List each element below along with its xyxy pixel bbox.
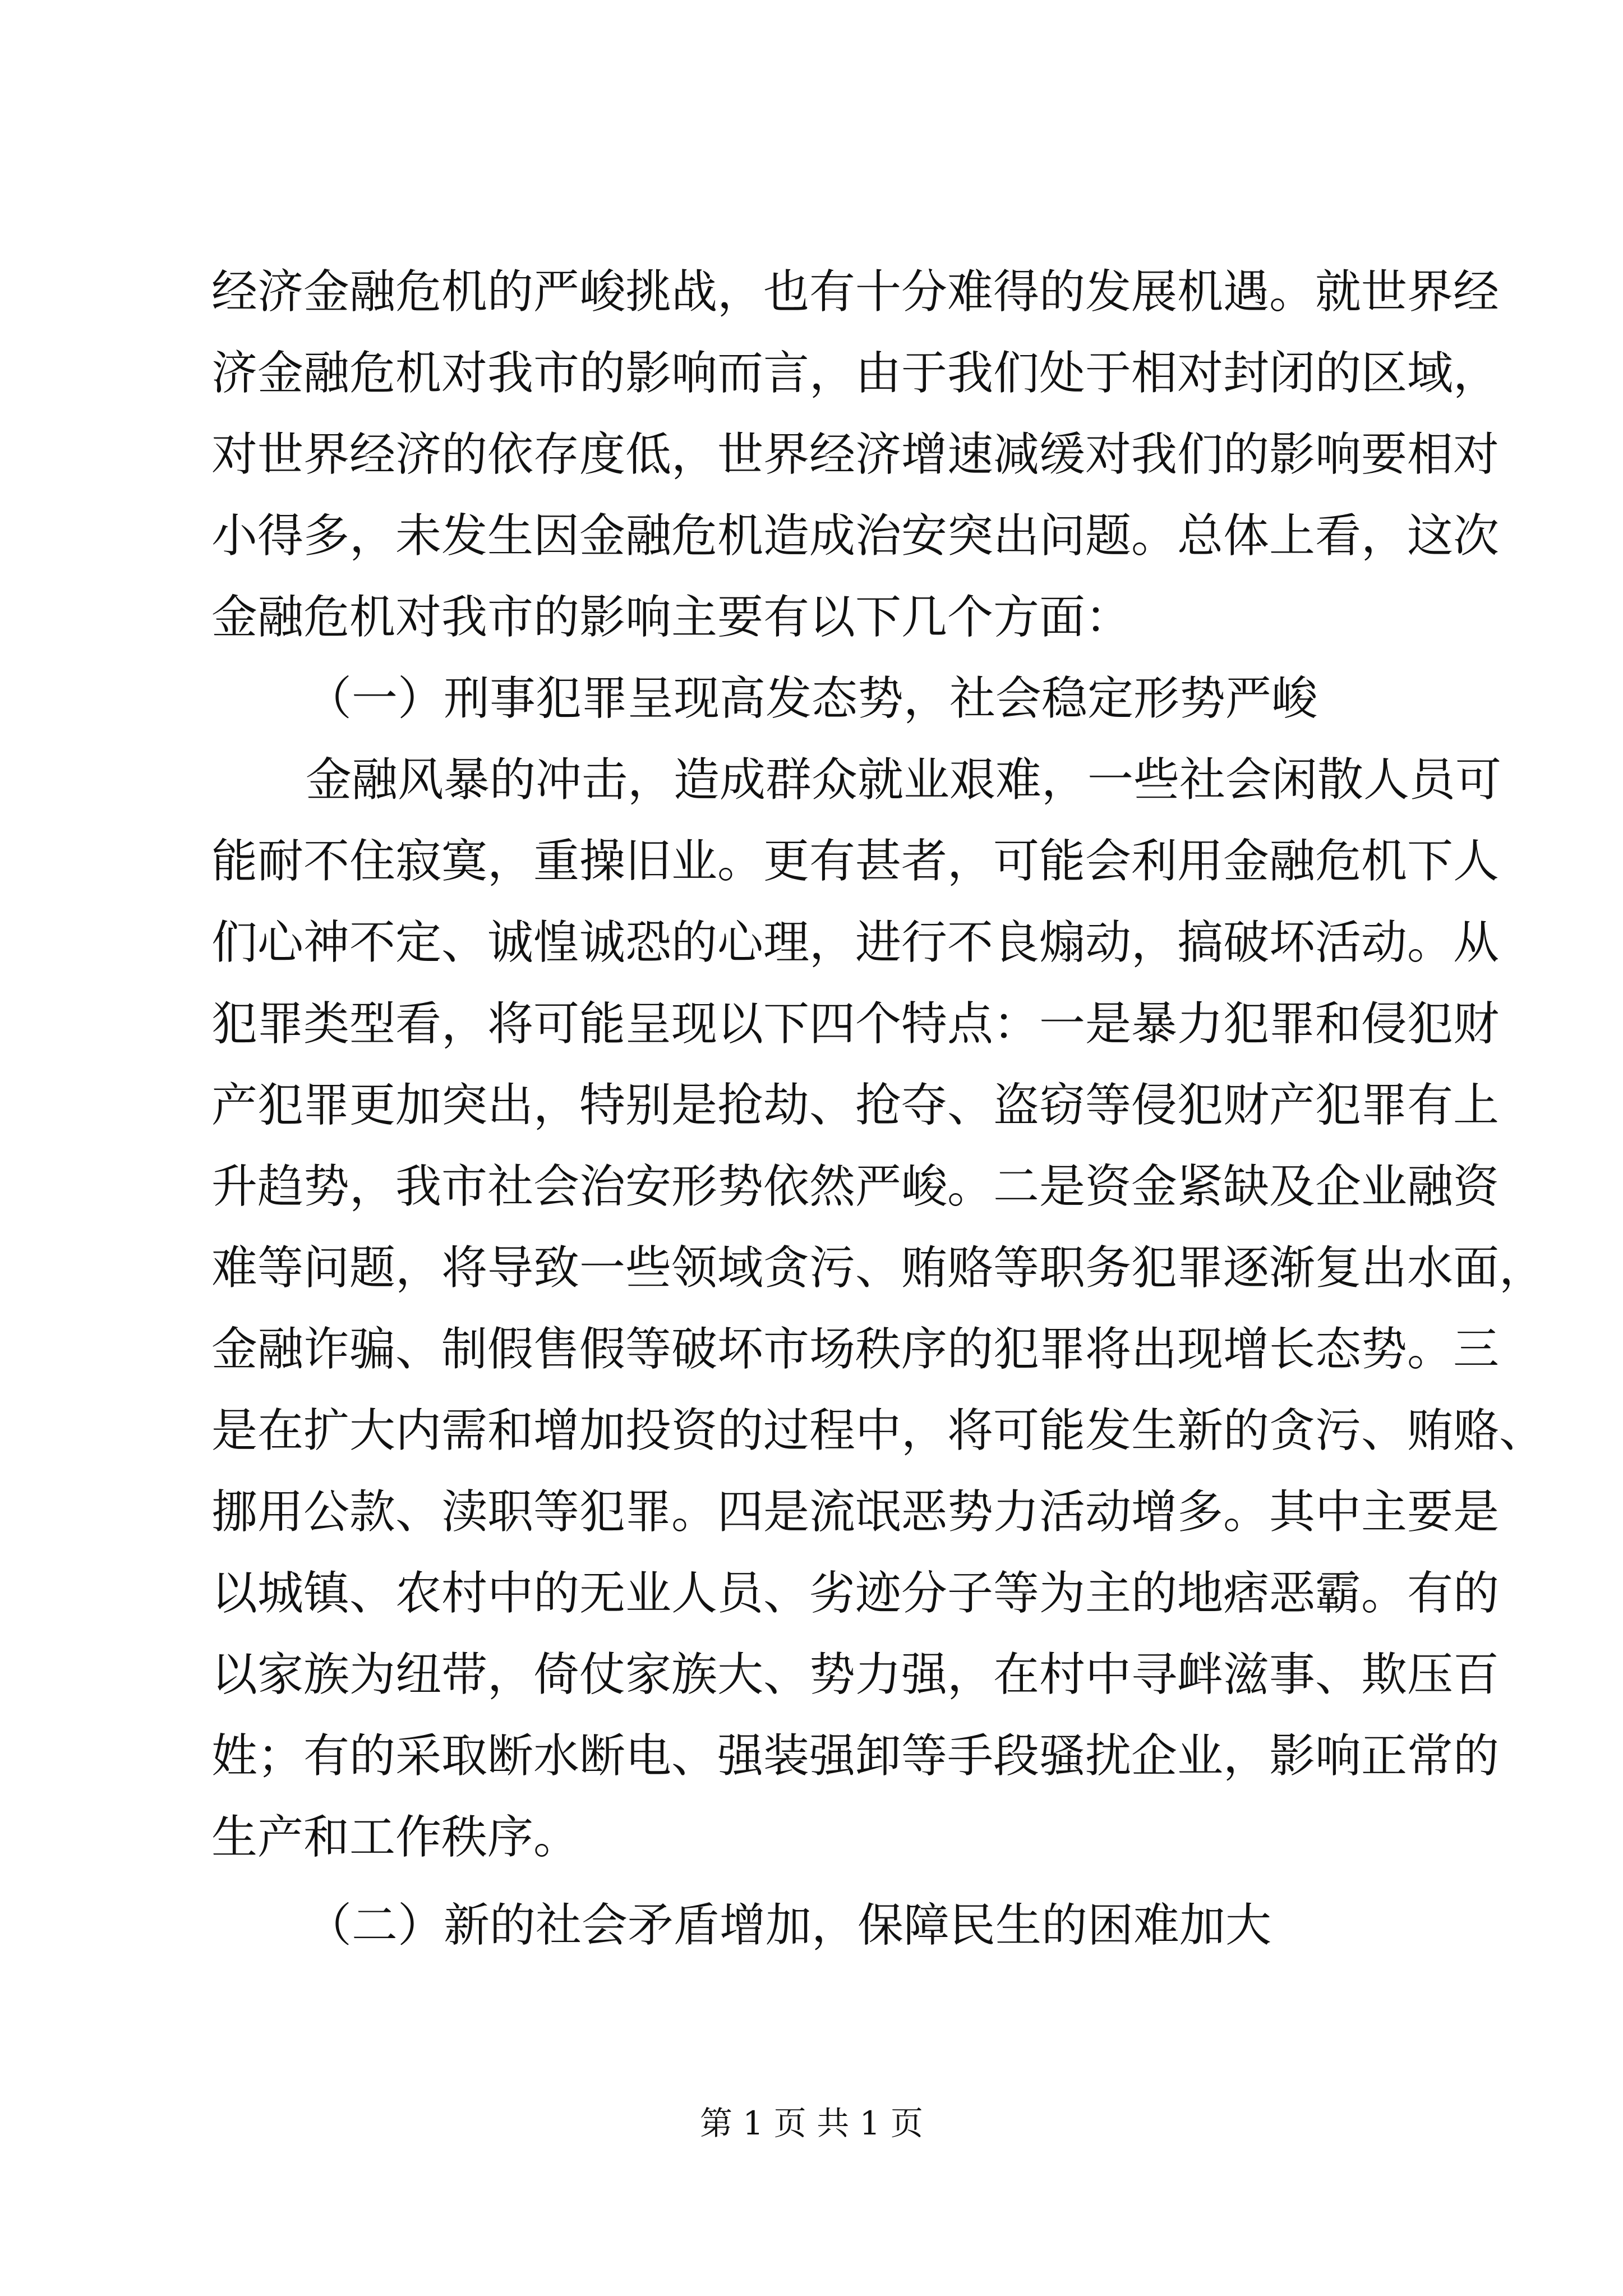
- paragraph-line: 金融风暴的冲击，造成群众就业艰难，一些社会闲散人员可: [306, 753, 1502, 807]
- paragraph-line: 挪用公款、渎职等犯罪。四是流氓恶势力活动增多。其中主要是: [211, 1485, 1500, 1539]
- paragraph-line: 生产和工作秩序。: [211, 1811, 580, 1864]
- body-text: [211, 251, 1546, 1966]
- paragraph-line: 经济金融危机的严峻挑战，也有十分难得的发展机遇。就世界经: [211, 265, 1500, 319]
- paragraph-line: 犯罪类型看，将可能呈现以下四个特点：一是暴力犯罪和侵犯财: [211, 997, 1500, 1051]
- paragraph-line: 金融诈骗、制假售假等破坏市场秩序的犯罪将出现增长态势。三: [211, 1323, 1500, 1376]
- paragraph-line: 产犯罪更加突出，特别是抢劫、抢夺、盗窃等侵犯财产犯罪有上: [211, 1079, 1500, 1132]
- paragraph-line: 难等问题，将导致一些领域贪污、贿赂等职务犯罪逐渐复出水面，: [211, 1241, 1546, 1295]
- paragraph-line: 升趋势，我市社会治安形势依然严峻。二是资金紧缺及企业融资: [211, 1160, 1500, 1213]
- section-heading-2: （二）新的社会矛盾增加，保障民生的困难加大: [306, 1899, 1272, 1952]
- paragraph-line: 是在扩大内需和增加投资的过程中，将可能发生新的贪污、贿赂、: [211, 1404, 1546, 1457]
- paragraph-line: 以城镇、农村中的无业人员、劣迹分子等为主的地痞恶霸。有的: [211, 1567, 1500, 1620]
- paragraph-line: 金融危机对我市的影响主要有以下几个方面：: [211, 591, 1132, 644]
- paragraph-line: 小得多，未发生因金融危机造成治安突出问题。总体上看，这次: [211, 509, 1500, 563]
- page-footer: 第 1 页 共 1 页: [700, 2104, 923, 2142]
- paragraph-line: 以家族为纽带，倚仗家族大、势力强，在村中寻衅滋事、欺压百: [211, 1648, 1500, 1701]
- paragraph-line: 能耐不住寂寞，重操旧业。更有甚者，可能会利用金融危机下人: [211, 835, 1500, 888]
- paragraph-line: 对世界经济的依存度低，世界经济增速减缓对我们的影响要相对: [211, 428, 1500, 481]
- section-heading-1: （一）刑事犯罪呈现高发态势，社会稳定形势严峻: [306, 672, 1318, 725]
- paragraph-line: 们心神不定、诚惶诚恐的心理，进行不良煽动，搞破坏活动。从: [211, 916, 1500, 969]
- paragraph-line: 姓；有的采取断水断电、强装强卸等手段骚扰企业，影响正常的: [211, 1729, 1500, 1783]
- paragraph-line: 济金融危机对我市的影响而言，由于我们处于相对封闭的区域，: [211, 347, 1500, 400]
